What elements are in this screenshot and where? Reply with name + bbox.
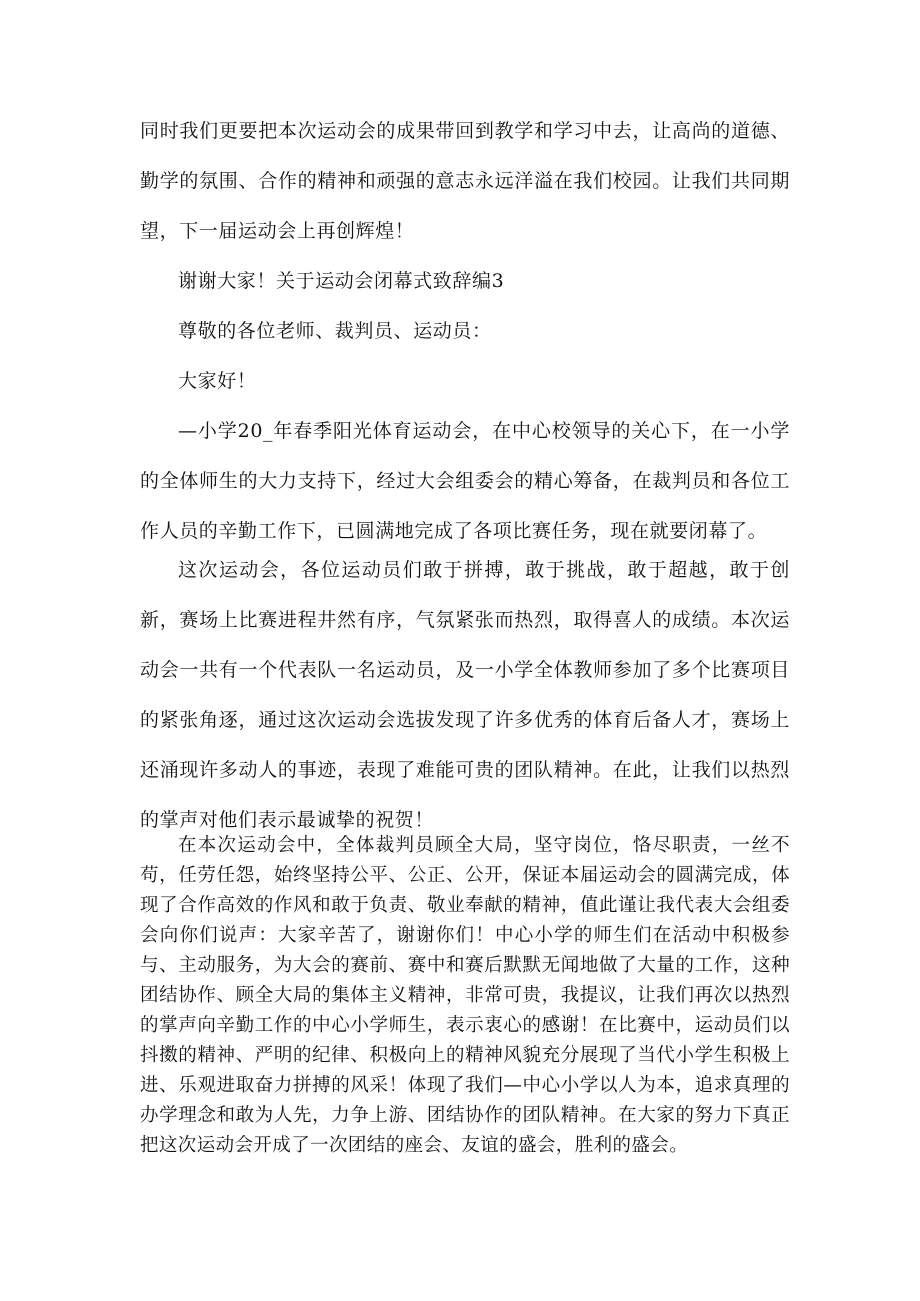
paragraph-achievements: 这次运动会，各位运动员们敢于拼搏，敢于挑战，敢于超越，敢于创新，赛场上比赛进程井然有序，气氛紧张而热烈，取得喜人的成绩。本次运动会一共有一个代表队一名运动员，及一小学全体教师参加了多个比赛项目的紧张角逐，通过这次运动会选拔发现了许多优秀的体育后备人才，赛场上还涌现许多动人的事迹，表现了难能可贵的团队精神。在此，让我们以热烈的掌声对他们表示最诚挚的祝贺！ [140,559,790,831]
paragraph-acknowledgements: 在本次运动会中，全体裁判员顾全大局，坚守岗位，恪尽职责，一丝不苟，任劳任怨，始终坚持公平、公正、公开，保证本届运动会的圆满完成，体现了合作高效的作风和敢于负责、敬业奉献的精神，值此谨让我代表大会组委会向你们说声：大家辛苦了，谢谢你们！中心小学的师生们在活动中积极参与、主动服务，为大会的赛前、赛中和赛后默默无闻地做了大量的工作，这种团结协作、顾全大局的集体主义精神，非常可贵，我提议，让我们再次以热烈的掌声向辛勤工作的中心小学师生，表示衷心的感谢！在比赛中，运动员们以抖擞的精神、严明的纪律、积极向上的精神风貌充分展现了当代小学生积极上进、乐观进取奋力拼搏的风采！体现了我们—中心小学以人为本，追求真理的办学理念和敢为人先，力争上游、团结协作的团队精神。在大家的努力下真正把这次运动会开成了一次团结的座会、友谊的盛会，胜利的盛会。 [140,835,790,1156]
paragraph-greeting: 大家好！ [178,370,257,392]
paragraph-thanks-title: 谢谢大家！关于运动会闭幕式致辞编3 [178,270,505,292]
paragraph-salutation: 尊敬的各位老师、裁判员、运动员： [178,320,492,342]
paragraph-opening: —小学20_年春季阳光体育运动会，在中心校领导的关心下，在一小学的全体师生的大力支持下，经过大会组委会的精心筹备，在裁判员和各位工作人员的辛勤工作下，已圆满地完成了各项比赛任务，现在就要闭幕了。 [140,420,790,542]
paragraph-closing-hope: 同时我们更要把本次运动会的成果带回到教学和学习中去，让高尚的道德、勤学的氛围、合作的精神和顽强的意志永远洋溢在我们校园。让我们共同期望，下一届运动会上再创辉煌！ [140,120,790,242]
